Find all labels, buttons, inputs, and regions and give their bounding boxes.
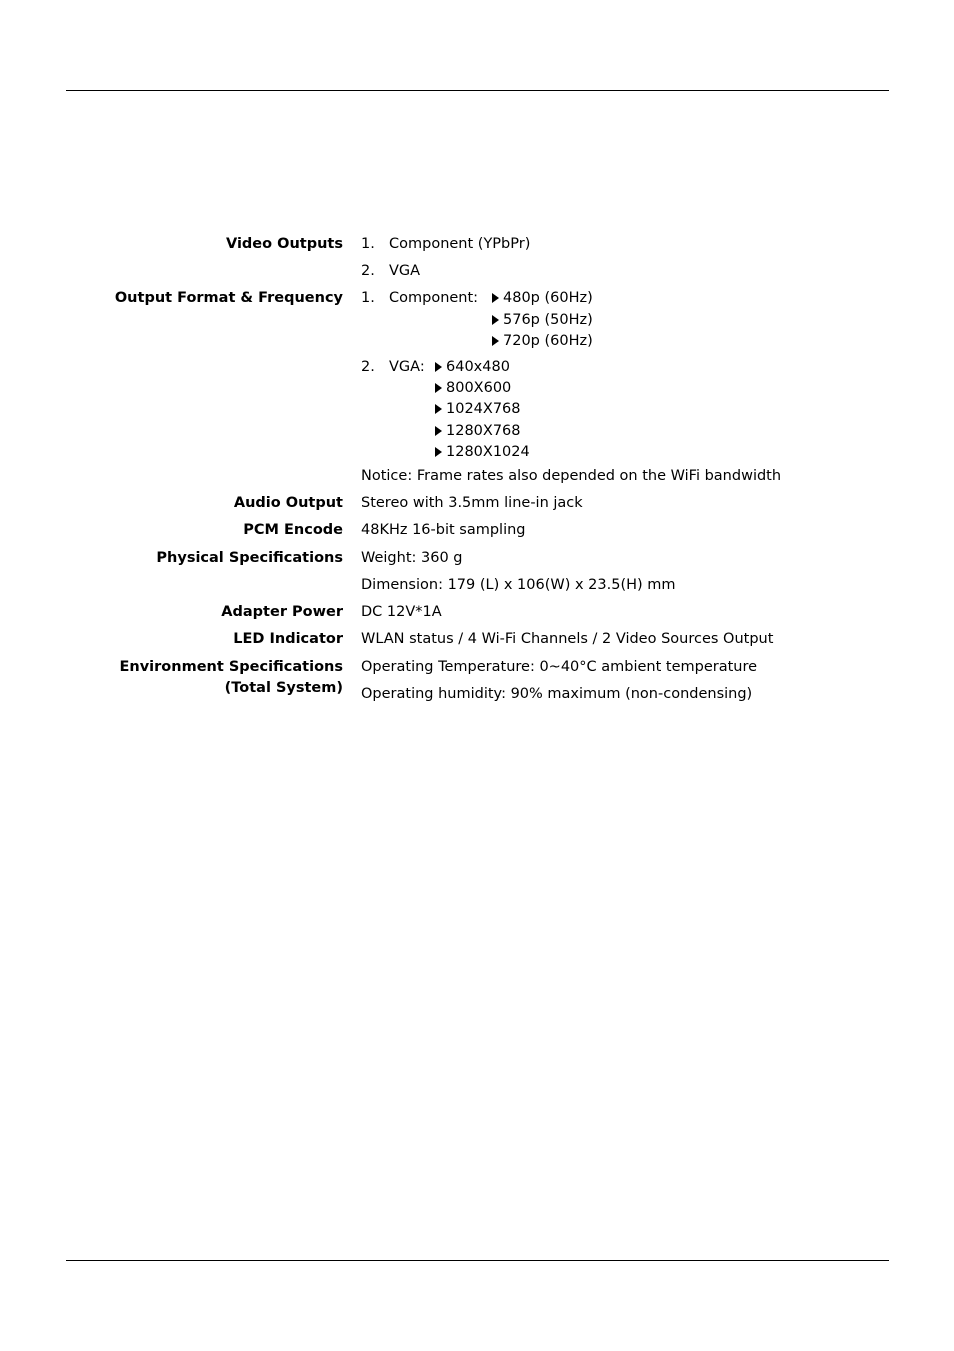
component-option: 720p (60Hz): [492, 331, 593, 352]
audio-output-value: Stereo with 3.5mm line-in jack: [361, 495, 583, 511]
environment-label-line2: (Total System): [224, 680, 343, 696]
vga-option: 800X600: [435, 378, 511, 399]
component-option: 480p (60Hz): [492, 288, 593, 309]
vga-option: 1280X768: [435, 421, 521, 442]
frame-rate-notice: Notice: Frame rates also depended on the WiFi bandwidth: [361, 468, 782, 484]
pcm-encode-value: 48KHz 16-bit sampling: [361, 522, 526, 538]
footer-rule: [66, 1260, 889, 1261]
vga-option: 640x480: [435, 357, 510, 378]
component-label: Component:: [389, 290, 479, 306]
physical-specs-label: Physical Specifications: [156, 550, 343, 566]
audio-output-label: Audio Output: [233, 495, 343, 511]
led-indicator-value: WLAN status / 4 Wi-Fi Channels / 2 Video Sources Output: [361, 631, 774, 647]
humidity-value: Operating humidity: 90% maximum (non-condensing): [361, 686, 753, 702]
video-output-1-text: Component (YPbPr): [389, 236, 531, 252]
triangle-bullet-icon: [492, 336, 499, 346]
triangle-bullet-icon: [492, 315, 499, 325]
adapter-power-label: Adapter Power: [221, 604, 343, 620]
component-option: 576p (50Hz): [492, 310, 593, 331]
header-rule: [66, 90, 889, 91]
led-indicator-label: LED Indicator: [233, 631, 343, 647]
vga-num: 2.: [361, 359, 375, 375]
triangle-bullet-icon: [435, 383, 442, 393]
triangle-bullet-icon: [435, 426, 442, 436]
vga-label: VGA:: [389, 359, 425, 375]
video-outputs-label: Video Outputs: [225, 236, 343, 252]
triangle-bullet-icon: [435, 362, 442, 372]
environment-label-line1: Environment Specifications: [119, 659, 343, 675]
video-output-1-num: 1.: [361, 236, 375, 252]
triangle-bullet-icon: [435, 404, 442, 414]
adapter-power-value: DC 12V*1A: [361, 604, 442, 620]
triangle-bullet-icon: [435, 447, 442, 457]
output-format-label: Output Format & Frequency: [114, 290, 343, 306]
component-num: 1.: [361, 290, 375, 306]
vga-option: 1024X768: [435, 399, 521, 420]
temperature-value: Operating Temperature: 0~40°C ambient temperature: [361, 659, 758, 675]
dimension-value: Dimension: 179 (L) x 106(W) x 23.5(H) mm: [361, 577, 676, 593]
video-output-2-num: 2.: [361, 263, 375, 279]
weight-value: Weight: 360 g: [361, 550, 463, 566]
vga-option: 1280X1024: [435, 442, 530, 463]
triangle-bullet-icon: [492, 293, 499, 303]
video-output-2-text: VGA: [389, 263, 421, 279]
pcm-encode-label: PCM Encode: [243, 522, 343, 538]
